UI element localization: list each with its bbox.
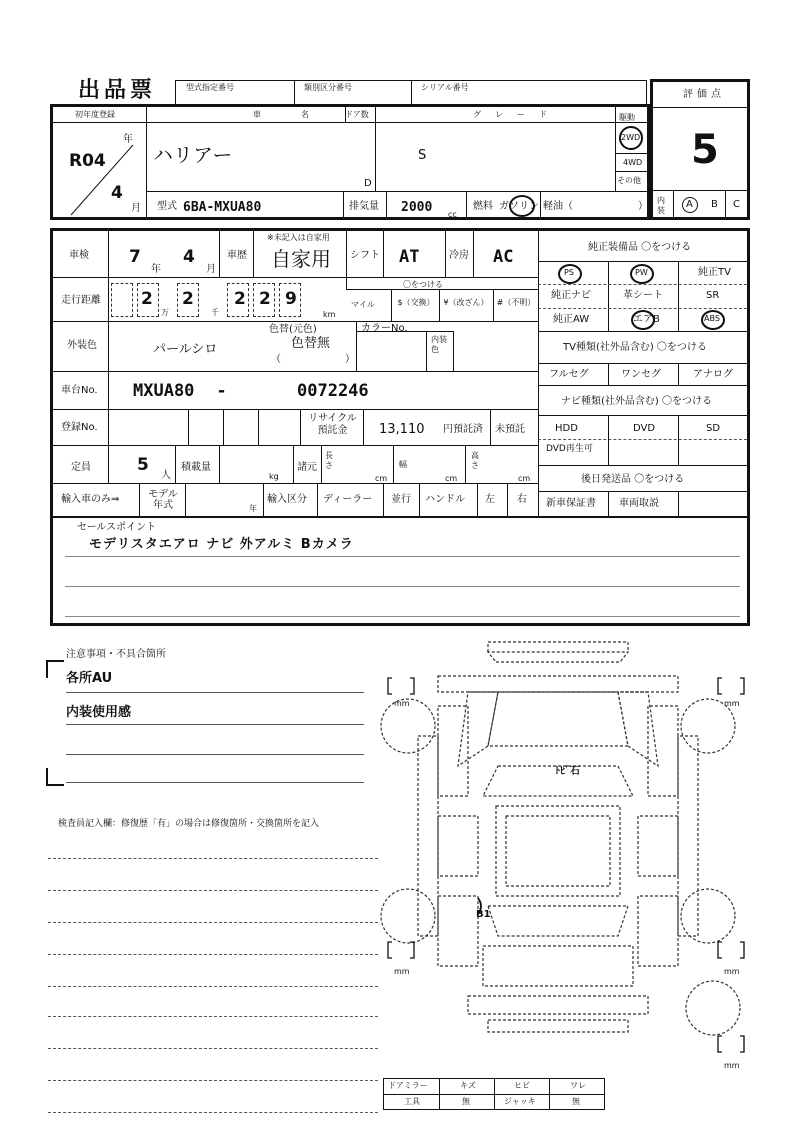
note-line-2: 内装使用感: [66, 705, 132, 720]
dims-label: 諸元: [297, 462, 317, 473]
model-id-label: 型式指定番号: [186, 83, 234, 92]
nav-title: ナビ種類(社外品含む) 〇をつける: [561, 396, 712, 407]
option-leather: 革シート: [623, 290, 663, 301]
displacement-label: 排気量: [349, 201, 379, 212]
door-damage-mark: B1: [476, 909, 491, 920]
repaint-value: 色替無: [291, 336, 331, 351]
displacement-unit: cc: [448, 210, 457, 219]
interior-grade-c: C: [733, 199, 740, 210]
first-reg-era: R04: [69, 151, 106, 171]
rating-box: [650, 79, 750, 220]
mileage-circle-note: 〇をつける: [403, 280, 443, 289]
color-no-label: カラーNo.: [361, 323, 408, 334]
legend-header-mirror: ドアミラー: [388, 1081, 428, 1090]
rating-label: 評価点: [683, 89, 725, 100]
option-sr: SR: [706, 290, 720, 301]
first-reg-label: 初年度登録: [75, 110, 115, 119]
option-abs: ABS: [704, 314, 720, 323]
car-diagram: [378, 636, 748, 1076]
tamper-option: ¥（改ざん）: [443, 298, 489, 307]
doors-label: ドア数: [345, 110, 369, 119]
mileage-digit-1: 2: [141, 289, 153, 309]
exchange-option: $（交換）: [397, 298, 435, 307]
mileage-label: 走行距離: [61, 295, 101, 306]
width-unit: cm: [445, 474, 458, 483]
interior-grade-b: B: [711, 199, 718, 210]
mile-option: マイル: [351, 300, 375, 309]
drive-4wd: 4WD: [623, 158, 643, 167]
model-year-label: モデル年式: [148, 489, 178, 511]
chassis-dash: -: [218, 381, 226, 401]
drive-other: その他: [617, 176, 641, 185]
nav-dvd: DVD: [633, 423, 656, 434]
shift-value: AT: [399, 247, 420, 267]
reg-no-label: 登録No.: [61, 422, 98, 433]
fuel-diesel: 軽油（: [543, 201, 573, 212]
form-title: 出品票: [78, 78, 157, 103]
inspection-month-unit: 月: [206, 264, 216, 275]
interior-color-label: 内装色: [431, 335, 447, 354]
legend-value-none-2: 無: [572, 1097, 580, 1106]
mm-label-rear-right: mm: [724, 967, 740, 976]
inspection-label: 車検: [69, 250, 89, 261]
inspection-year-unit: 年: [151, 264, 161, 275]
grade-value: S: [418, 148, 427, 163]
option-airbag: エアB: [633, 314, 660, 325]
repaint-label: 色替(元色): [269, 324, 317, 335]
dealer-option: ディーラー: [323, 494, 373, 505]
mm-label-spare: mm: [724, 1061, 740, 1070]
repaint-open: （: [271, 354, 281, 365]
capacity-label: 定員: [71, 462, 91, 473]
recycle-value: 13,110: [379, 422, 425, 437]
kg-unit: kg: [269, 472, 279, 481]
history-label: 車歴: [227, 250, 247, 261]
tv-analog: アナログ: [693, 369, 733, 380]
import-label: 輸入車のみ⇒: [61, 494, 120, 505]
option-ps: PS: [564, 268, 574, 277]
sales-text: モデリスタエアロ ナビ 外アルミ Bカメラ: [89, 537, 354, 552]
car-name-label: 車名: [253, 110, 349, 119]
option-pw: PW: [635, 268, 648, 277]
color-label: 外装色: [67, 340, 97, 351]
chassis-model: MXUA80: [133, 381, 195, 401]
options-title: 純正装備品 〇をつける: [588, 242, 692, 253]
model-year-unit: 年: [249, 504, 257, 513]
later-title: 後日発送品 〇をつける: [581, 474, 685, 485]
legend-header-break: ワレ: [570, 1081, 586, 1090]
history-note: ※未記入は自家用: [267, 233, 330, 242]
man-unit: 万: [161, 308, 169, 317]
legend-value-none-1: 無: [462, 1097, 470, 1106]
mileage-digit-3: 2: [234, 289, 246, 309]
car-name-value: ハリアー: [153, 143, 233, 167]
legend-table: [383, 1078, 605, 1110]
doors-unit: D: [364, 178, 372, 189]
load-label: 積載量: [181, 462, 211, 473]
legend-header-crack: ヒビ: [514, 1081, 530, 1090]
model-label: 型式: [157, 201, 177, 212]
legend-value-tools: 工具: [404, 1097, 420, 1106]
recycle-label: リサイクル預託金: [308, 413, 357, 436]
main-section: [50, 228, 750, 626]
capacity-unit: 人: [161, 470, 171, 481]
option-nav: 純正ナビ: [551, 290, 591, 301]
chassis-number: 0072246: [297, 381, 369, 401]
recycle-unpaid: 未預託: [495, 424, 525, 435]
handle-left: 左: [485, 494, 495, 505]
width-label: 幅: [399, 460, 407, 469]
handle-right: 右: [517, 494, 527, 505]
fuel-gasoline: ガソリン: [499, 201, 539, 212]
sales-label: セールスポイント: [77, 522, 157, 533]
serial-label: シリアル番号: [421, 83, 469, 92]
car-basic-section: [50, 104, 650, 220]
inspection-month: 4: [183, 247, 195, 267]
length-unit: cm: [375, 474, 388, 483]
inspector-label: 検査員記入欄：修復歴「有」の場合は修復箇所・交換箇所を記入: [58, 819, 320, 829]
history-value: 自家用: [271, 247, 331, 271]
ac-label: 冷房: [449, 250, 469, 261]
parallel-option: 並行: [391, 494, 411, 505]
first-reg-month: 4: [111, 183, 123, 203]
displacement-value: 2000: [401, 200, 433, 215]
chassis-label: 車台No.: [61, 385, 98, 396]
mileage-digit-4: 2: [259, 289, 271, 309]
option-tv: 純正TV: [698, 267, 731, 278]
month-unit: 月: [131, 203, 141, 214]
drive-label: 駆動: [619, 113, 635, 122]
fuel-close: ）: [638, 201, 648, 212]
height-unit: cm: [518, 474, 531, 483]
unknown-option: #（不明）: [496, 298, 536, 307]
model-value: 6BA-MXUA80: [183, 200, 262, 215]
tv-oneseg: ワンセグ: [621, 369, 661, 380]
sen-unit: 千: [211, 308, 219, 317]
class-id-label: 類別区分番号: [304, 83, 352, 92]
grade-label: グレード: [473, 110, 561, 119]
interior-label: 内装: [657, 196, 665, 215]
import-type-label: 輸入区分: [267, 494, 307, 505]
tv-title: TV種類(社外品含む) 〇をつける: [563, 342, 707, 353]
notes-label: 注意事項・不具合箇所: [66, 649, 166, 660]
shift-label: シフト: [350, 250, 380, 261]
windshield-damage-mark: ﾄﾋﾞ石: [555, 766, 580, 777]
mileage-digit-5: 9: [285, 289, 297, 309]
later-manual: 車両取説: [619, 498, 659, 509]
fuel-label: 燃料: [473, 201, 493, 212]
mileage-digit-2: 2: [182, 289, 194, 309]
nav-hdd: HDD: [555, 423, 578, 434]
legend-header-scratch: キズ: [460, 1081, 476, 1090]
year-unit: 年: [123, 134, 133, 145]
repaint-close: ）: [345, 354, 355, 365]
legend-value-jack: ジャッキ: [504, 1097, 536, 1106]
inspection-year: 7: [129, 247, 141, 267]
handle-label: ハンドル: [425, 494, 465, 505]
id-row: [175, 80, 647, 105]
color-value: パールシロ: [153, 342, 218, 357]
height-label: 高さ: [471, 451, 479, 470]
drive-2wd: 2WD: [621, 133, 641, 142]
note-line-1: 各所AU: [66, 671, 113, 686]
mm-label-front-left: mm: [394, 699, 410, 708]
nav-dvd-play: DVD再生可: [546, 444, 593, 454]
nav-sd: SD: [706, 423, 721, 434]
recycle-paid: 円預託済: [443, 424, 483, 435]
mm-label-rear-left: mm: [394, 967, 410, 976]
km-unit: km: [323, 310, 336, 319]
ac-value: AC: [493, 247, 514, 267]
mm-label-front-right: mm: [724, 699, 740, 708]
option-aw: 純正AW: [553, 314, 590, 325]
interior-grade-a: A: [686, 199, 693, 210]
tv-fullseg: フルセグ: [549, 369, 589, 380]
capacity-value: 5: [137, 455, 149, 475]
rating-value: 5: [691, 127, 719, 173]
later-warranty: 新車保証書: [546, 498, 596, 509]
length-label: 長さ: [325, 451, 333, 470]
